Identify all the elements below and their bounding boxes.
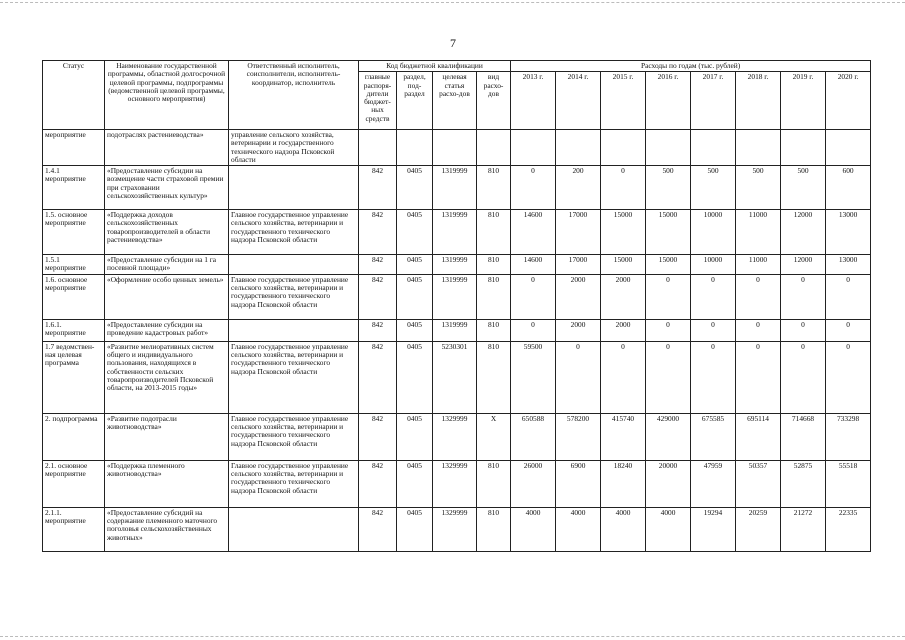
table-row — [43, 274, 871, 319]
cell-code-type: 810 — [477, 210, 511, 255]
cell-year-value: 20000 — [646, 460, 691, 507]
col-expenses: Расходы по годам (тыс. рублей) — [511, 61, 871, 72]
cell-code-target: 1329999 — [433, 460, 477, 507]
cell-year-value: 15000 — [646, 255, 691, 275]
cell-year-value: 50357 — [736, 460, 781, 507]
cell-executor: Главное государственное управление сельского хозяйства, ветеринарии и государственного технического надзора Псковской области — [229, 274, 359, 319]
cell-year-value — [646, 130, 691, 166]
col-year-8: 2020 г. — [826, 72, 871, 130]
cell-code-section: 0405 — [397, 413, 433, 460]
col-code-1: главные распоря-дители бюджет-ных средств — [359, 72, 397, 130]
cell-year-value: 0 — [826, 274, 871, 319]
col-year-7: 2019 г. — [781, 72, 826, 130]
cell-code-type — [477, 130, 511, 166]
cell-year-value: 2000 — [556, 274, 601, 319]
cell-year-value: 0 — [736, 274, 781, 319]
cell-code-main: 842 — [359, 166, 397, 210]
cell-year-value: 59500 — [511, 341, 556, 413]
cell-year-value: 4000 — [646, 507, 691, 551]
cell-year-value: 429000 — [646, 413, 691, 460]
cell-status: 1.5. основное мероприятие — [43, 210, 105, 255]
table-row — [43, 166, 871, 210]
col-status: Статус — [43, 61, 105, 130]
cell-name: «Предоставление субсидии на проведение кадастровых работ» — [105, 319, 229, 341]
cell-year-value: 55518 — [826, 460, 871, 507]
bottom-scan-edge — [0, 636, 905, 637]
cell-code-type: 810 — [477, 507, 511, 551]
cell-code-main — [359, 130, 397, 166]
cell-year-value: 0 — [646, 319, 691, 341]
col-year-1: 2013 г. — [511, 72, 556, 130]
cell-year-value: 0 — [826, 319, 871, 341]
cell-code-section: 0405 — [397, 210, 433, 255]
cell-code-section — [397, 130, 433, 166]
col-name: Наименование государственной программы, областной долгосрочной целевой программы, подпрограммы (ведомственной целевой программы, основного мероприятия) — [105, 61, 229, 130]
cell-code-main: 842 — [359, 274, 397, 319]
col-year-4: 2016 г. — [646, 72, 691, 130]
cell-code-main: 842 — [359, 460, 397, 507]
cell-code-type: 810 — [477, 274, 511, 319]
cell-code-main: 842 — [359, 413, 397, 460]
table-row — [43, 341, 871, 413]
cell-year-value: 4000 — [601, 507, 646, 551]
cell-year-value: 21272 — [781, 507, 826, 551]
cell-year-value: 200 — [556, 166, 601, 210]
cell-year-value: 0 — [781, 319, 826, 341]
table-body — [43, 130, 871, 552]
cell-code-type: 810 — [477, 341, 511, 413]
cell-year-value: 26000 — [511, 460, 556, 507]
table-row — [43, 507, 871, 551]
cell-code-target: 1319999 — [433, 274, 477, 319]
cell-name: «Предоставление субсидий на содержание племенного маточного поголовья сельскохозяйственных животных» — [105, 507, 229, 551]
cell-year-value: 22335 — [826, 507, 871, 551]
col-code-4: вид расхо-дов — [477, 72, 511, 130]
cell-year-value: 0 — [556, 341, 601, 413]
cell-code-target: 1329999 — [433, 413, 477, 460]
page-number: 7 — [450, 36, 456, 50]
table-row — [43, 460, 871, 507]
cell-name: «Развитие подотрасли животноводства» — [105, 413, 229, 460]
cell-year-value: 600 — [826, 166, 871, 210]
cell-name: «Поддержка племенного животноводства» — [105, 460, 229, 507]
cell-year-value: 0 — [736, 319, 781, 341]
col-budget-code: Код бюджетной квалификации — [359, 61, 511, 72]
cell-name: «Предоставление субсидии на возмещение части страховой премии при страховании сельскохозяйственных культур» — [105, 166, 229, 210]
cell-year-value: 0 — [691, 274, 736, 319]
cell-code-section: 0405 — [397, 341, 433, 413]
cell-year-value: 0 — [511, 274, 556, 319]
cell-year-value: 15000 — [646, 210, 691, 255]
cell-year-value: 0 — [736, 341, 781, 413]
cell-code-target: 1329999 — [433, 507, 477, 551]
cell-year-value — [691, 130, 736, 166]
cell-year-value: 17000 — [556, 210, 601, 255]
col-year-6: 2018 г. — [736, 72, 781, 130]
cell-name: подотраслях растениеводства» — [105, 130, 229, 166]
table-row — [43, 413, 871, 460]
table-row — [43, 210, 871, 255]
cell-name: «Поддержка доходов сельскохозяйственных товаропроизводителей в области растениеводства» — [105, 210, 229, 255]
cell-executor — [229, 166, 359, 210]
cell-code-section: 0405 — [397, 255, 433, 275]
cell-code-section: 0405 — [397, 460, 433, 507]
cell-year-value: 714668 — [781, 413, 826, 460]
cell-code-type: 810 — [477, 319, 511, 341]
cell-year-value: 4000 — [556, 507, 601, 551]
cell-name: «Предоставление субсидии на 1 га посевной площади» — [105, 255, 229, 275]
cell-name: «Оформление особо ценных земель» — [105, 274, 229, 319]
cell-year-value: 6900 — [556, 460, 601, 507]
cell-code-main: 842 — [359, 210, 397, 255]
cell-code-main: 842 — [359, 507, 397, 551]
cell-executor: Главное государственное управление сельского хозяйства, ветеринарии и государственного технического надзора Псковской области — [229, 341, 359, 413]
cell-year-value: 578200 — [556, 413, 601, 460]
cell-year-value: 11000 — [736, 255, 781, 275]
cell-year-value: 0 — [601, 341, 646, 413]
cell-year-value: 415740 — [601, 413, 646, 460]
cell-year-value: 0 — [781, 341, 826, 413]
cell-year-value: 20259 — [736, 507, 781, 551]
cell-year-value: 733298 — [826, 413, 871, 460]
cell-year-value: 0 — [691, 319, 736, 341]
cell-year-value: 0 — [511, 319, 556, 341]
cell-year-value — [781, 130, 826, 166]
table-row — [43, 319, 871, 341]
cell-year-value: 15000 — [601, 255, 646, 275]
cell-year-value: 675585 — [691, 413, 736, 460]
cell-code-section: 0405 — [397, 166, 433, 210]
cell-year-value: 0 — [781, 274, 826, 319]
cell-year-value: 4000 — [511, 507, 556, 551]
cell-year-value: 0 — [646, 274, 691, 319]
col-year-2: 2014 г. — [556, 72, 601, 130]
cell-status: мероприятие — [43, 130, 105, 166]
cell-year-value: 14600 — [511, 255, 556, 275]
cell-executor: Главное государственное управление сельского хозяйства, ветеринарии и государственного технического надзора Псковской области — [229, 210, 359, 255]
cell-year-value: 2000 — [601, 319, 646, 341]
cell-year-value: 11000 — [736, 210, 781, 255]
cell-code-main: 842 — [359, 319, 397, 341]
cell-year-value: 500 — [736, 166, 781, 210]
cell-year-value — [511, 130, 556, 166]
cell-year-value: 650588 — [511, 413, 556, 460]
cell-year-value: 14600 — [511, 210, 556, 255]
cell-status: 1.5.1 мероприятие — [43, 255, 105, 275]
cell-code-main: 842 — [359, 341, 397, 413]
cell-code-main: 842 — [359, 255, 397, 275]
cell-executor — [229, 255, 359, 275]
cell-code-target: 1319999 — [433, 255, 477, 275]
cell-status: 2.1.1. мероприятие — [43, 507, 105, 551]
col-code-3: целевая статья расхо-дов — [433, 72, 477, 130]
top-scan-edge — [0, 2, 905, 3]
cell-status: 2. подпрограмма — [43, 413, 105, 460]
cell-year-value: 47959 — [691, 460, 736, 507]
cell-year-value: 695114 — [736, 413, 781, 460]
cell-year-value: 500 — [781, 166, 826, 210]
table-row — [43, 255, 871, 275]
cell-executor — [229, 319, 359, 341]
cell-status: 1.6.1. мероприятие — [43, 319, 105, 341]
cell-year-value: 19294 — [691, 507, 736, 551]
cell-executor: Главное государственное управление сельского хозяйства, ветеринарии и государственного технического надзора Псковской области — [229, 413, 359, 460]
cell-year-value: 12000 — [781, 255, 826, 275]
cell-code-section: 0405 — [397, 507, 433, 551]
cell-code-target: 5230301 — [433, 341, 477, 413]
cell-year-value: 0 — [601, 166, 646, 210]
cell-year-value — [736, 130, 781, 166]
cell-year-value: 18240 — [601, 460, 646, 507]
cell-code-target — [433, 130, 477, 166]
cell-code-type: Х — [477, 413, 511, 460]
cell-year-value: 13000 — [826, 255, 871, 275]
cell-status: 1.7 ведомствен-ная целевая программа — [43, 341, 105, 413]
cell-executor: Главное государственное управление сельского хозяйства, ветеринарии и государственного технического надзора Псковской области — [229, 460, 359, 507]
cell-year-value: 12000 — [781, 210, 826, 255]
cell-status: 2.1. основное мероприятие — [43, 460, 105, 507]
cell-year-value: 0 — [511, 166, 556, 210]
cell-code-section: 0405 — [397, 319, 433, 341]
cell-status: 1.6. основное мероприятие — [43, 274, 105, 319]
cell-code-section: 0405 — [397, 274, 433, 319]
cell-year-value: 15000 — [601, 210, 646, 255]
table-row — [43, 130, 871, 166]
cell-executor: управление сельского хозяйства, ветеринарии и государственного технического надзора Псковской области — [229, 130, 359, 166]
cell-year-value — [601, 130, 646, 166]
cell-year-value: 13000 — [826, 210, 871, 255]
cell-year-value: 500 — [691, 166, 736, 210]
cell-year-value: 52875 — [781, 460, 826, 507]
cell-year-value: 10000 — [691, 210, 736, 255]
cell-year-value: 0 — [826, 341, 871, 413]
cell-year-value: 2000 — [601, 274, 646, 319]
col-year-3: 2015 г. — [601, 72, 646, 130]
cell-year-value — [556, 130, 601, 166]
cell-code-target: 1319999 — [433, 210, 477, 255]
cell-year-value: 0 — [691, 341, 736, 413]
col-code-2: раздел, под-раздел — [397, 72, 433, 130]
cell-status: 1.4.1 мероприятие — [43, 166, 105, 210]
col-year-5: 2017 г. — [691, 72, 736, 130]
cell-code-target: 1319999 — [433, 166, 477, 210]
budget-table — [42, 60, 871, 552]
cell-year-value: 500 — [646, 166, 691, 210]
cell-year-value: 17000 — [556, 255, 601, 275]
cell-year-value: 10000 — [691, 255, 736, 275]
cell-code-type: 810 — [477, 166, 511, 210]
cell-year-value: 2000 — [556, 319, 601, 341]
cell-year-value — [826, 130, 871, 166]
col-executor: Ответственный исполнитель, соисполнители, исполнитель-координатор, исполнитель — [229, 61, 359, 130]
cell-code-type: 810 — [477, 460, 511, 507]
cell-name: «Развитие мелиоративных систем общего и индивидуального пользования, находящихся в собственности сельских товаропроизводителей Псковской области, на 2013-2015 годы» — [105, 341, 229, 413]
cell-year-value: 0 — [646, 341, 691, 413]
cell-executor — [229, 507, 359, 551]
cell-code-type: 810 — [477, 255, 511, 275]
cell-code-target: 1319999 — [433, 319, 477, 341]
